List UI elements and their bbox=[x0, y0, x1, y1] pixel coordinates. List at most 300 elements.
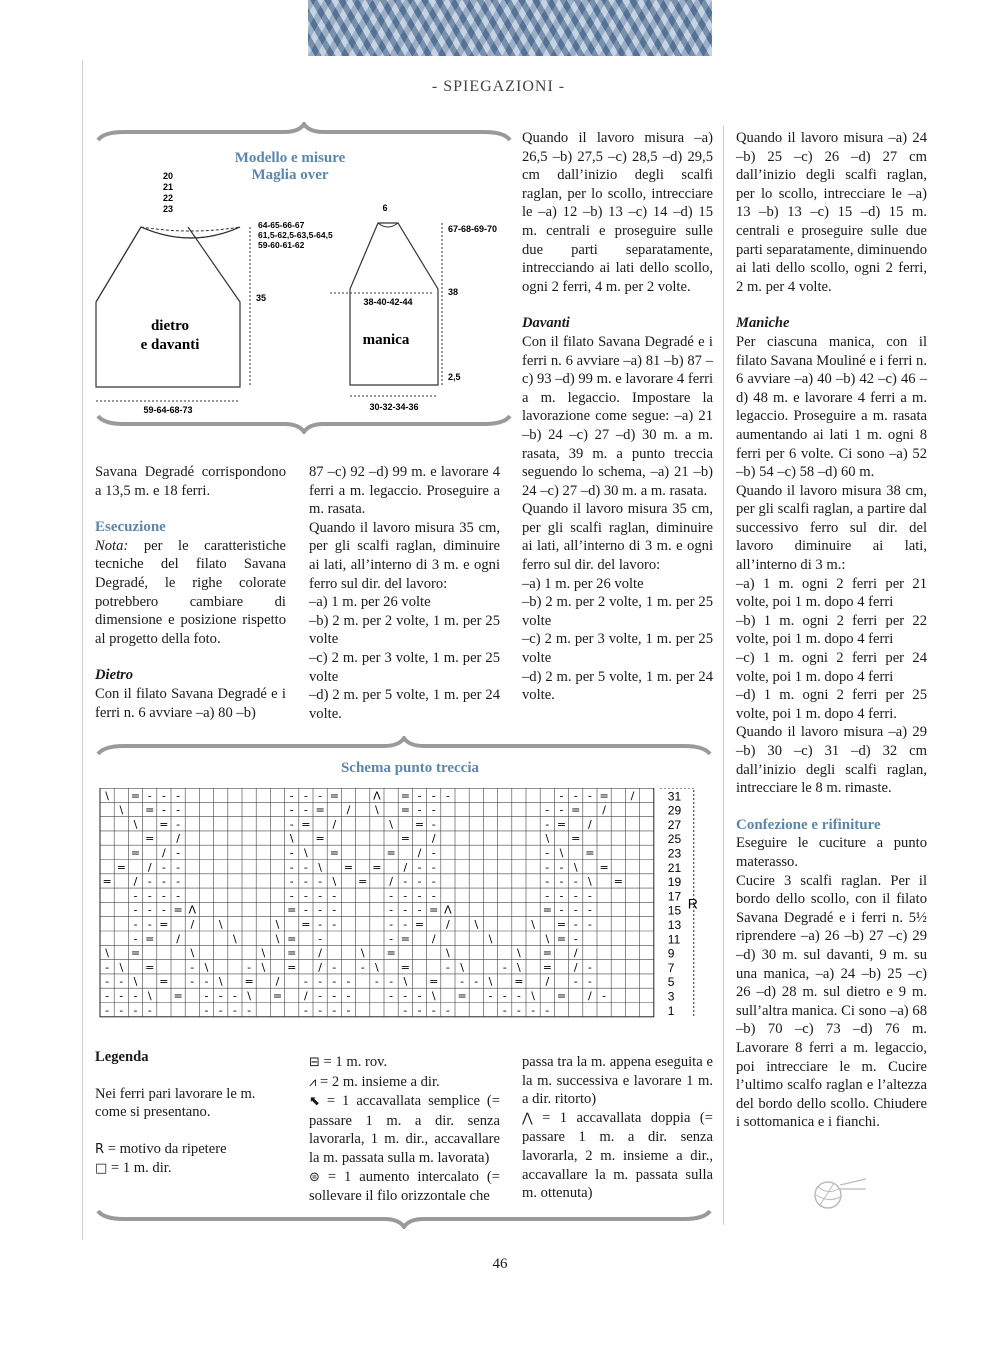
chart-stitch-symbol: \ bbox=[531, 918, 535, 931]
chart-stitch-symbol: \ bbox=[304, 846, 308, 860]
chart-stitch-symbol: - bbox=[147, 1003, 152, 1017]
col3-p2: Con il filato Savana Degradé e i ferri n. 6 avviare –a) 81 –b) 87 –c) 93 –d) 99 m. e lavorare 4 ferri a m. legaccio. Impostare la lavorazione come segue: –a) 21 –b) 24 –c) 27 –d) 30 m. a m. rasata, 39 m. a punto treccia seguendo lo schema, –a) 21 –b) 24 –c) 27 –d) 30 m. a m. rasata. bbox=[522, 333, 713, 499]
skp-symbol: ⬉ bbox=[309, 1094, 320, 1110]
chart-stitch-symbol: = bbox=[599, 789, 609, 803]
neck-size-c: 22 bbox=[162, 193, 174, 203]
chart-stitch-symbol: - bbox=[318, 932, 323, 946]
chart-stitch-symbol: \ bbox=[318, 860, 322, 874]
chart-stitch-symbol: - bbox=[119, 975, 124, 989]
col2-p2: Quando il lavoro misura 35 cm, per gli scalfi raglan, diminuire ai lati, all’interno di 3 m. e ogni ferro sul dir. del lavoro: bbox=[309, 519, 500, 592]
chart-stitch-symbol: \ bbox=[261, 960, 266, 974]
chart-stitch-symbol: - bbox=[559, 875, 564, 889]
chart-stitch-symbol: - bbox=[403, 1003, 408, 1017]
chart-stitch-symbol: \ bbox=[133, 975, 138, 989]
legend-k2tog-text: = 2 m. insieme a dir. bbox=[316, 1073, 440, 1090]
chart-stitch-symbol: - bbox=[161, 860, 166, 874]
shoulder-depth-a: 64-65-66-67 bbox=[258, 220, 305, 230]
chart-stitch-symbol: - bbox=[176, 889, 181, 903]
chart-stitch-symbol: \ bbox=[133, 817, 138, 831]
chart-stitch-symbol: \ bbox=[147, 989, 152, 1003]
chart-stitch-symbol: Λ bbox=[373, 789, 381, 803]
chart-row-label: 17 bbox=[667, 889, 682, 904]
chart-stitch-symbol: - bbox=[332, 975, 337, 989]
text-column-1 bbox=[95, 463, 286, 722]
legend-intro: Nei ferri pari lavorare le m. come si presentano. bbox=[95, 1085, 256, 1121]
col4-l4: –d) 1 m. ogni 2 ferri per 25 volte, poi 1 m. dopo 4 ferri. bbox=[736, 687, 927, 722]
chart-stitch-symbol: = bbox=[343, 860, 354, 874]
legend-skp-text: = 1 accavallata semplice (= passare 1 m. a dir. senza lavorarla, 1 m. dir., accavallare la m. passata sulla m. lavorata) bbox=[309, 1093, 500, 1166]
chart-stitch-symbol: - bbox=[161, 889, 166, 903]
chart-stitch-symbol: - bbox=[573, 875, 578, 889]
chart-stitch-symbol: = bbox=[429, 975, 439, 989]
chart-stitch-symbol: = bbox=[301, 817, 311, 831]
chart-stitch-symbol: - bbox=[545, 846, 550, 860]
knit-symbol: □ bbox=[95, 1161, 108, 1177]
chart-stitch-symbol: - bbox=[289, 860, 294, 874]
chart-stitch-symbol: = bbox=[329, 846, 339, 860]
chart-stitch-symbol: / bbox=[588, 817, 592, 831]
chart-stitch-symbol: \ bbox=[105, 946, 109, 960]
chart-stitch-symbol: \ bbox=[545, 832, 550, 846]
chart-stitch-symbol: / bbox=[573, 946, 578, 960]
nota-label: Nota: bbox=[95, 537, 129, 554]
col2-l1: –a) 1 m. per 26 volte bbox=[309, 594, 431, 611]
chart-stitch-symbol: \ bbox=[119, 803, 124, 817]
chart-stitch-symbol: - bbox=[119, 989, 124, 1003]
chart-stitch-symbol: - bbox=[389, 975, 394, 989]
chart-stitch-symbol: - bbox=[417, 860, 422, 874]
chart-stitch-symbol: - bbox=[417, 789, 422, 803]
chart-stitch-symbol: = bbox=[400, 932, 410, 946]
chart-stitch-symbol: - bbox=[474, 975, 479, 989]
chart-stitch-symbol: - bbox=[133, 932, 138, 946]
chart-stitch-symbol: - bbox=[176, 846, 181, 860]
sleeve-bottom-width: 30-32-34-36 bbox=[369, 402, 419, 412]
legend-dbl bbox=[522, 1109, 713, 1203]
chart-stitch-symbol: - bbox=[247, 1003, 252, 1017]
chart-stitch-symbol: - bbox=[105, 989, 110, 1003]
legend-m1-cont: passa tra la m. appena eseguita e la m. successiva e lavorare 1 m. a dir. ritorto) bbox=[522, 1054, 713, 1108]
chart-stitch-symbol: / bbox=[133, 875, 138, 889]
chart-row-label: 19 bbox=[667, 875, 682, 890]
k2tog-symbol: ⩘ bbox=[309, 1074, 317, 1090]
chart-stitch-symbol: - bbox=[602, 989, 607, 1003]
chart-stitch-symbol: - bbox=[460, 975, 465, 989]
chart-stitch-symbol: \ bbox=[517, 960, 521, 974]
chart-row-label: 27 bbox=[667, 817, 682, 832]
chart-stitch-symbol: - bbox=[303, 975, 308, 989]
chart-stitch-symbol: \ bbox=[360, 946, 365, 960]
chart-stitch-symbol: = bbox=[102, 875, 112, 889]
chart-stitch-symbol: = bbox=[272, 989, 283, 1003]
chart-stitch-symbol: - bbox=[204, 989, 209, 1003]
chart-row-label: 23 bbox=[667, 846, 682, 861]
chart-stitch-symbol: \ bbox=[588, 875, 592, 889]
chart-stitch-symbol: \ bbox=[389, 817, 393, 831]
chart-stitch-symbol: / bbox=[588, 989, 592, 1003]
chart-stitch-symbol: - bbox=[105, 1003, 110, 1017]
dietro-text: Con il filato Savana Degradé e i ferri n. 6 avviare –a) 80 –b) bbox=[95, 685, 286, 721]
schematic-diagram bbox=[88, 165, 513, 415]
col4-p1: Quando il lavoro misura –a) 24 –b) 25 –c) 26 –d) 27 cm dall’inizio degli scalfi raglan, per lo scollo, intrecciare le –a) 13 –b) 13 –c) 15 –d) 15 m. centrali e proseguire sulle due parti separatamente, diminuendo ai lati dello scollo, ogni 2 ferri, 2 m. per 4 volte. bbox=[736, 130, 927, 295]
chart-stitch-symbol: = bbox=[329, 789, 339, 803]
chart-stitch-symbol: - bbox=[133, 889, 138, 903]
chart-stitch-symbol: = bbox=[429, 903, 439, 917]
chart-stitch-symbol: - bbox=[332, 960, 337, 974]
knitting-chart bbox=[98, 788, 718, 1020]
column-divider bbox=[723, 125, 724, 1225]
chart-stitch-symbol: - bbox=[587, 789, 592, 803]
shoulder-depth-b: 61,5-62,5-63,5-64,5 bbox=[258, 230, 333, 240]
chart-stitch-symbol: - bbox=[417, 803, 422, 817]
chart-stitch-symbol: - bbox=[389, 918, 394, 931]
chart-stitch-symbol: - bbox=[218, 989, 223, 1003]
chart-stitch-symbol: - bbox=[573, 903, 578, 917]
chart-stitch-symbol: - bbox=[133, 989, 138, 1003]
chart-stitch-symbol: \ bbox=[119, 960, 124, 974]
chart-stitch-symbol: = bbox=[159, 817, 169, 831]
col4-p3: Quando il lavoro misura 38 cm, per gli scalfi raglan, a partire dal successivo ferro sul dir. del lavoro diminuire ai lati, all’interno di 3 m.: bbox=[736, 482, 927, 574]
chart-stitch-symbol: - bbox=[289, 846, 294, 860]
chart-stitch-symbol: = bbox=[400, 789, 410, 803]
col4-p5: Eseguire le cuciture a punto materasso. bbox=[736, 835, 927, 870]
chart-stitch-symbol: / bbox=[162, 846, 166, 860]
chart-stitch-symbol: \ bbox=[488, 975, 493, 989]
chart-stitch-symbol: - bbox=[147, 918, 152, 931]
col2-l3: –c) 2 m. per 3 volte, 1 m. per 25 volte bbox=[309, 649, 500, 685]
chart-stitch-symbol: - bbox=[332, 903, 337, 917]
chart-stitch-symbol: - bbox=[431, 1003, 436, 1017]
chart-stitch-symbol: - bbox=[502, 1003, 507, 1017]
chart-row-label: 21 bbox=[667, 860, 682, 875]
chart-stitch-symbol: / bbox=[275, 975, 280, 989]
chart-stitch-symbol: - bbox=[545, 889, 550, 903]
chart-stitch-symbol: - bbox=[133, 1003, 138, 1017]
chart-stitch-symbol: = bbox=[556, 989, 567, 1003]
chart-stitch-symbol: - bbox=[573, 918, 578, 931]
chart-stitch-symbol: - bbox=[559, 803, 564, 817]
chart-stitch-symbol: = bbox=[386, 846, 396, 860]
esecuzione-heading: Esecuzione bbox=[95, 519, 166, 536]
chart-stitch-symbol: - bbox=[332, 889, 337, 903]
chart-stitch-symbol: \ bbox=[446, 946, 450, 960]
chart-stitch-symbol: - bbox=[445, 1003, 450, 1017]
chart-stitch-symbol: - bbox=[289, 889, 294, 903]
chart-stitch-symbol: \ bbox=[431, 989, 436, 1003]
chart-stitch-symbol: - bbox=[289, 817, 294, 831]
chart-stitch-symbol: - bbox=[303, 803, 308, 817]
text-column-2 bbox=[309, 463, 500, 723]
chart-stitch-symbol: = bbox=[414, 817, 425, 831]
chart-stitch-symbol: - bbox=[161, 803, 166, 817]
col3-l3: –c) 2 m. per 3 volte, 1 m. per 25 volte bbox=[522, 631, 713, 667]
col2-p1: 87 –c) 92 –d) 99 m. e lavorare 4 ferri a m. legaccio. Proseguire a m. rasata. bbox=[309, 464, 500, 518]
chart-stitch-symbol: = bbox=[315, 832, 325, 846]
chart-row-label: 3 bbox=[667, 989, 675, 1004]
legend-knit-text: = 1 m. dir. bbox=[107, 1160, 172, 1177]
chart-stitch-symbol: - bbox=[318, 918, 323, 931]
chart-stitch-symbol: - bbox=[176, 789, 181, 803]
figure-title-line2: Maglia over bbox=[251, 167, 329, 183]
chart-stitch-symbol: - bbox=[587, 889, 592, 903]
chart-stitch-symbol: - bbox=[105, 960, 110, 974]
chart-row-label: 31 bbox=[667, 789, 682, 804]
chart-stitch-symbol: - bbox=[559, 889, 564, 903]
chart-stitch-symbol: = bbox=[315, 803, 325, 817]
legend-col-3 bbox=[522, 1053, 713, 1203]
chart-stitch-symbol: - bbox=[303, 889, 308, 903]
chart-stitch-symbol: - bbox=[417, 989, 422, 1003]
chart-stitch-symbol: - bbox=[318, 975, 323, 989]
chart-stitch-symbol: = bbox=[130, 789, 141, 803]
yarn-ball-icon bbox=[800, 1175, 870, 1215]
chart-stitch-symbol: - bbox=[559, 860, 564, 874]
legend-dbl-text: = 1 accavallata doppia (= passare 1 m. a dir. senza lavorarla, 2 m. insieme a dir., accavallare la m. passata sulla m. ottenuta) bbox=[522, 1109, 713, 1202]
knit-texture-banner bbox=[308, 0, 712, 56]
chart-stitch-symbol: - bbox=[218, 1003, 223, 1017]
chart-stitch-symbol: - bbox=[119, 1003, 124, 1017]
chart-stitch-symbol: - bbox=[403, 875, 408, 889]
chart-stitch-symbol: / bbox=[332, 817, 337, 831]
chart-stitch-symbol: = bbox=[358, 875, 368, 889]
chart-stitch-symbol: - bbox=[431, 789, 436, 803]
section-header: - SPIEGAZIONI - bbox=[431, 78, 566, 95]
sleeve-upper-width: 38-40-42-44 bbox=[363, 297, 413, 307]
chart-stitch-symbol: - bbox=[545, 1003, 550, 1017]
figure-title-line1: Modello e misure bbox=[234, 150, 346, 166]
intro-text: Savana Degradé corrispondono a 13,5 m. e 18 ferri. bbox=[95, 464, 286, 499]
chart-stitch-symbol: = bbox=[556, 817, 567, 831]
double-decrease-symbol: ⋀ bbox=[522, 1110, 533, 1126]
chart-stitch-symbol: \ bbox=[573, 860, 578, 874]
chart-stitch-symbol: \ bbox=[460, 960, 464, 974]
chart-stitch-symbol: - bbox=[516, 1003, 521, 1017]
chart-stitch-symbol: - bbox=[147, 875, 152, 889]
page-margin-rule bbox=[82, 60, 83, 1240]
chart-stitch-symbol: = bbox=[130, 946, 141, 960]
chart-stitch-symbol: = bbox=[145, 803, 155, 817]
chart-stitch-symbol: - bbox=[502, 960, 507, 974]
page-number: 46 bbox=[492, 1256, 508, 1272]
chart-top-brace bbox=[94, 736, 714, 760]
legend-repeat bbox=[95, 1140, 290, 1160]
col3-l4: –d) 2 m. per 5 volte, 1 m. per 24 volte. bbox=[522, 668, 713, 704]
chart-stitch-symbol: / bbox=[318, 960, 322, 974]
chart-stitch-symbol: - bbox=[346, 975, 351, 989]
chart-stitch-symbol: / bbox=[431, 932, 436, 946]
chart-row-label: 15 bbox=[667, 903, 682, 918]
chart-stitch-symbol: - bbox=[346, 1003, 351, 1017]
col3-l2: –b) 2 m. per 2 volte, 1 m. per 25 volte bbox=[522, 594, 713, 629]
chart-stitch-symbol: = bbox=[613, 875, 623, 889]
chart-stitch-symbol: - bbox=[573, 975, 578, 989]
chart-stitch-symbol: Λ bbox=[188, 903, 197, 917]
chart-stitch-symbol: = bbox=[372, 860, 382, 874]
chart-stitch-symbol: = bbox=[159, 918, 169, 931]
chart-stitch-symbol: - bbox=[431, 860, 436, 874]
chart-stitch-symbol: = bbox=[301, 918, 311, 931]
body-side-height: 35 bbox=[256, 293, 267, 303]
chart-stitch-symbol: \ bbox=[289, 832, 294, 846]
chart-stitch-symbol: / bbox=[346, 803, 351, 817]
chart-stitch-symbol: \ bbox=[233, 932, 237, 946]
col4-l3: –c) 1 m. ogni 2 ferri per 24 volte, poi 1 m. dopo 4 ferri bbox=[736, 650, 927, 685]
chart-stitch-symbol: = bbox=[400, 803, 410, 817]
chart-stitch-symbol: = bbox=[116, 860, 126, 874]
chart-stitch-symbol: = bbox=[287, 946, 297, 960]
legend-m1 bbox=[309, 1168, 500, 1206]
chart-stitch-symbol: - bbox=[133, 918, 138, 931]
col2-l2: –b) 2 m. per 2 volte, 1 m. per 25 volte bbox=[309, 612, 500, 648]
chart-stitch-symbol: - bbox=[431, 817, 436, 831]
chart-stitch-symbol: - bbox=[431, 889, 436, 903]
chart-stitch-symbol: - bbox=[318, 889, 323, 903]
chart-stitch-symbol: - bbox=[445, 960, 450, 974]
chart-stitch-symbol: = bbox=[400, 960, 410, 974]
chart-stitch-symbol: = bbox=[542, 946, 552, 960]
chart-stitch-symbol: / bbox=[602, 803, 606, 817]
chart-stitch-symbol: \ bbox=[403, 975, 408, 989]
legend-knit bbox=[95, 1159, 290, 1179]
chart-stitch-symbol: - bbox=[587, 903, 592, 917]
chart-stitch-symbol: - bbox=[303, 789, 308, 803]
chart-stitch-symbol: = bbox=[173, 903, 183, 917]
chart-stitch-symbol: - bbox=[161, 789, 166, 803]
body-label-2: e davanti bbox=[140, 337, 200, 353]
chart-stitch-symbol: - bbox=[105, 975, 110, 989]
chart-stitch-symbol: - bbox=[374, 975, 379, 989]
legend-m1-text: = 1 aumento intercalato (= sollevare il filo orizzontale che bbox=[309, 1168, 500, 1205]
legend-skp bbox=[309, 1092, 500, 1167]
chart-stitch-symbol: = bbox=[599, 860, 609, 874]
legend-rov bbox=[309, 1053, 500, 1073]
chart-stitch-symbol: \ bbox=[247, 989, 251, 1003]
chart-stitch-symbol: - bbox=[545, 875, 550, 889]
col4-p2: Per ciascuna manica, con il filato Savana Mouliné e i ferri n. 6 avviare –a) 40 –b) 42 –c) 46 –d) 48 m. e lavorare 4 ferri a m. legaccio. Proseguire a m. rasata aumentando ai lati 1 m. ogni 8 ferri per 6 volte. Ci sono –a) 52 –b) 54 –c) 58 –d) 60 m. bbox=[736, 333, 927, 481]
confezione-heading: Confezione e rifiniture bbox=[736, 816, 881, 833]
col3-l1: –a) 1 m. per 26 volte bbox=[522, 575, 644, 592]
chart-stitch-symbol: \ bbox=[531, 989, 535, 1003]
body-outline bbox=[96, 227, 240, 302]
chart-stitch-symbol: - bbox=[587, 960, 592, 974]
body-bottom-width: 59-64-68-73 bbox=[143, 405, 193, 415]
sleeve-top: 6 bbox=[382, 203, 388, 213]
chart-stitch-symbol: \ bbox=[204, 960, 209, 974]
chart-stitch-symbol: / bbox=[630, 789, 635, 803]
chart-stitch-symbol: = bbox=[145, 960, 155, 974]
chart-stitch-symbol: - bbox=[318, 875, 323, 889]
chart-stitch-symbol: - bbox=[559, 789, 564, 803]
repeat-label: R bbox=[687, 895, 698, 912]
chart-stitch-symbol: = bbox=[145, 932, 155, 946]
col4-l2: –b) 1 m. ogni 2 ferri per 22 volte, poi 1 m. dopo 4 ferri bbox=[736, 612, 927, 648]
chart-stitch-symbol: = bbox=[585, 846, 595, 860]
chart-stitch-symbol: - bbox=[573, 932, 578, 946]
chart-stitch-symbol: - bbox=[389, 932, 394, 946]
chart-stitch-symbol: / bbox=[147, 860, 152, 874]
sleeve-cuff: 2,5 bbox=[448, 372, 461, 382]
chart-stitch-symbol: - bbox=[559, 903, 564, 917]
legend-repeat-text: = motivo da ripetere bbox=[104, 1140, 227, 1157]
chart-stitch-symbol: / bbox=[176, 832, 180, 846]
chart-stitch-symbol: - bbox=[161, 875, 166, 889]
chart-stitch-symbol: = bbox=[244, 975, 254, 989]
legend-col-1 bbox=[95, 1048, 290, 1179]
chart-stitch-symbol: - bbox=[289, 875, 294, 889]
chart-bottom-brace bbox=[94, 1205, 714, 1229]
chart-stitch-symbol: - bbox=[147, 903, 152, 917]
chart-stitch-symbol: - bbox=[232, 989, 237, 1003]
chart-stitch-symbol: - bbox=[417, 903, 422, 917]
body-label-1: dietro bbox=[150, 318, 190, 334]
neck-size-b: 21 bbox=[162, 182, 174, 192]
chart-stitch-symbol: - bbox=[289, 789, 294, 803]
chart-stitch-symbol: - bbox=[318, 789, 323, 803]
chart-stitch-symbol: - bbox=[176, 860, 181, 874]
chart-stitch-symbol: / bbox=[573, 960, 578, 974]
chart-stitch-symbol: - bbox=[417, 889, 422, 903]
chart-stitch-symbol: \ bbox=[545, 932, 550, 946]
chart-stitch-symbol: - bbox=[190, 975, 195, 989]
chart-stitch-symbol: - bbox=[332, 989, 337, 1003]
chart-title: Schema punto treccia bbox=[340, 760, 480, 776]
purl-symbol: ⊟ bbox=[309, 1055, 320, 1070]
chart-stitch-symbol: \ bbox=[218, 975, 223, 989]
chart-stitch-symbol: \ bbox=[190, 946, 195, 960]
chart-row-label: 29 bbox=[667, 803, 682, 818]
chart-stitch-symbol: - bbox=[545, 803, 550, 817]
chart-stitch-symbol: \ bbox=[559, 846, 564, 860]
chart-stitch-symbol: - bbox=[403, 989, 408, 1003]
chart-stitch-symbol: - bbox=[573, 889, 578, 903]
chart-stitch-symbol: = bbox=[159, 975, 169, 989]
chart-stitch-symbol: - bbox=[488, 989, 493, 1003]
col2-l4: –d) 2 m. per 5 volte, 1 m. per 24 volte. bbox=[309, 687, 500, 722]
text-column-4 bbox=[736, 129, 927, 1132]
chart-stitch-symbol: - bbox=[332, 1003, 337, 1017]
chart-stitch-symbol: = bbox=[414, 918, 425, 931]
nota-text: per le caratteristiche tecniche del filato Savana Degradé, le righe colorate potrebbero cambiare di dimensione e posizione rispetto al progetto della foto. bbox=[95, 537, 286, 647]
chart-stitch-symbol: - bbox=[502, 989, 507, 1003]
chart-stitch-symbol: \ bbox=[375, 803, 379, 817]
chart-stitch-symbol: - bbox=[190, 960, 195, 974]
chart-stitch-symbol: \ bbox=[275, 932, 280, 946]
chart-stitch-symbol: - bbox=[176, 817, 181, 831]
chart-stitch-symbol: / bbox=[545, 975, 550, 989]
chart-stitch-symbol: - bbox=[318, 903, 323, 917]
chart-stitch-symbol: - bbox=[161, 903, 166, 917]
chart-stitch-symbol: - bbox=[176, 875, 181, 889]
text-column-3 bbox=[522, 129, 713, 705]
chart-stitch-symbol: / bbox=[446, 918, 450, 931]
top-brace bbox=[94, 122, 514, 146]
chart-stitch-symbol: - bbox=[587, 975, 592, 989]
chart-row-label: 11 bbox=[667, 932, 681, 947]
chart-stitch-symbol: / bbox=[304, 989, 308, 1003]
chart-stitch-symbol: / bbox=[176, 932, 180, 946]
chart-stitch-symbol: - bbox=[318, 989, 323, 1003]
sleeve-side-height: 38 bbox=[448, 287, 459, 297]
neck-size-a: 20 bbox=[162, 171, 174, 181]
chart-stitch-symbol: - bbox=[389, 889, 394, 903]
chart-stitch-symbol: - bbox=[431, 803, 436, 817]
chart-stitch-symbol: \ bbox=[275, 918, 280, 931]
chart-stitch-symbol: \ bbox=[218, 918, 223, 931]
chart-stitch-symbol: - bbox=[204, 1003, 209, 1017]
chart-row-label: 1 bbox=[667, 1003, 675, 1018]
chart-stitch-symbol: - bbox=[332, 918, 337, 931]
chart-stitch-symbol: \ bbox=[332, 875, 337, 889]
